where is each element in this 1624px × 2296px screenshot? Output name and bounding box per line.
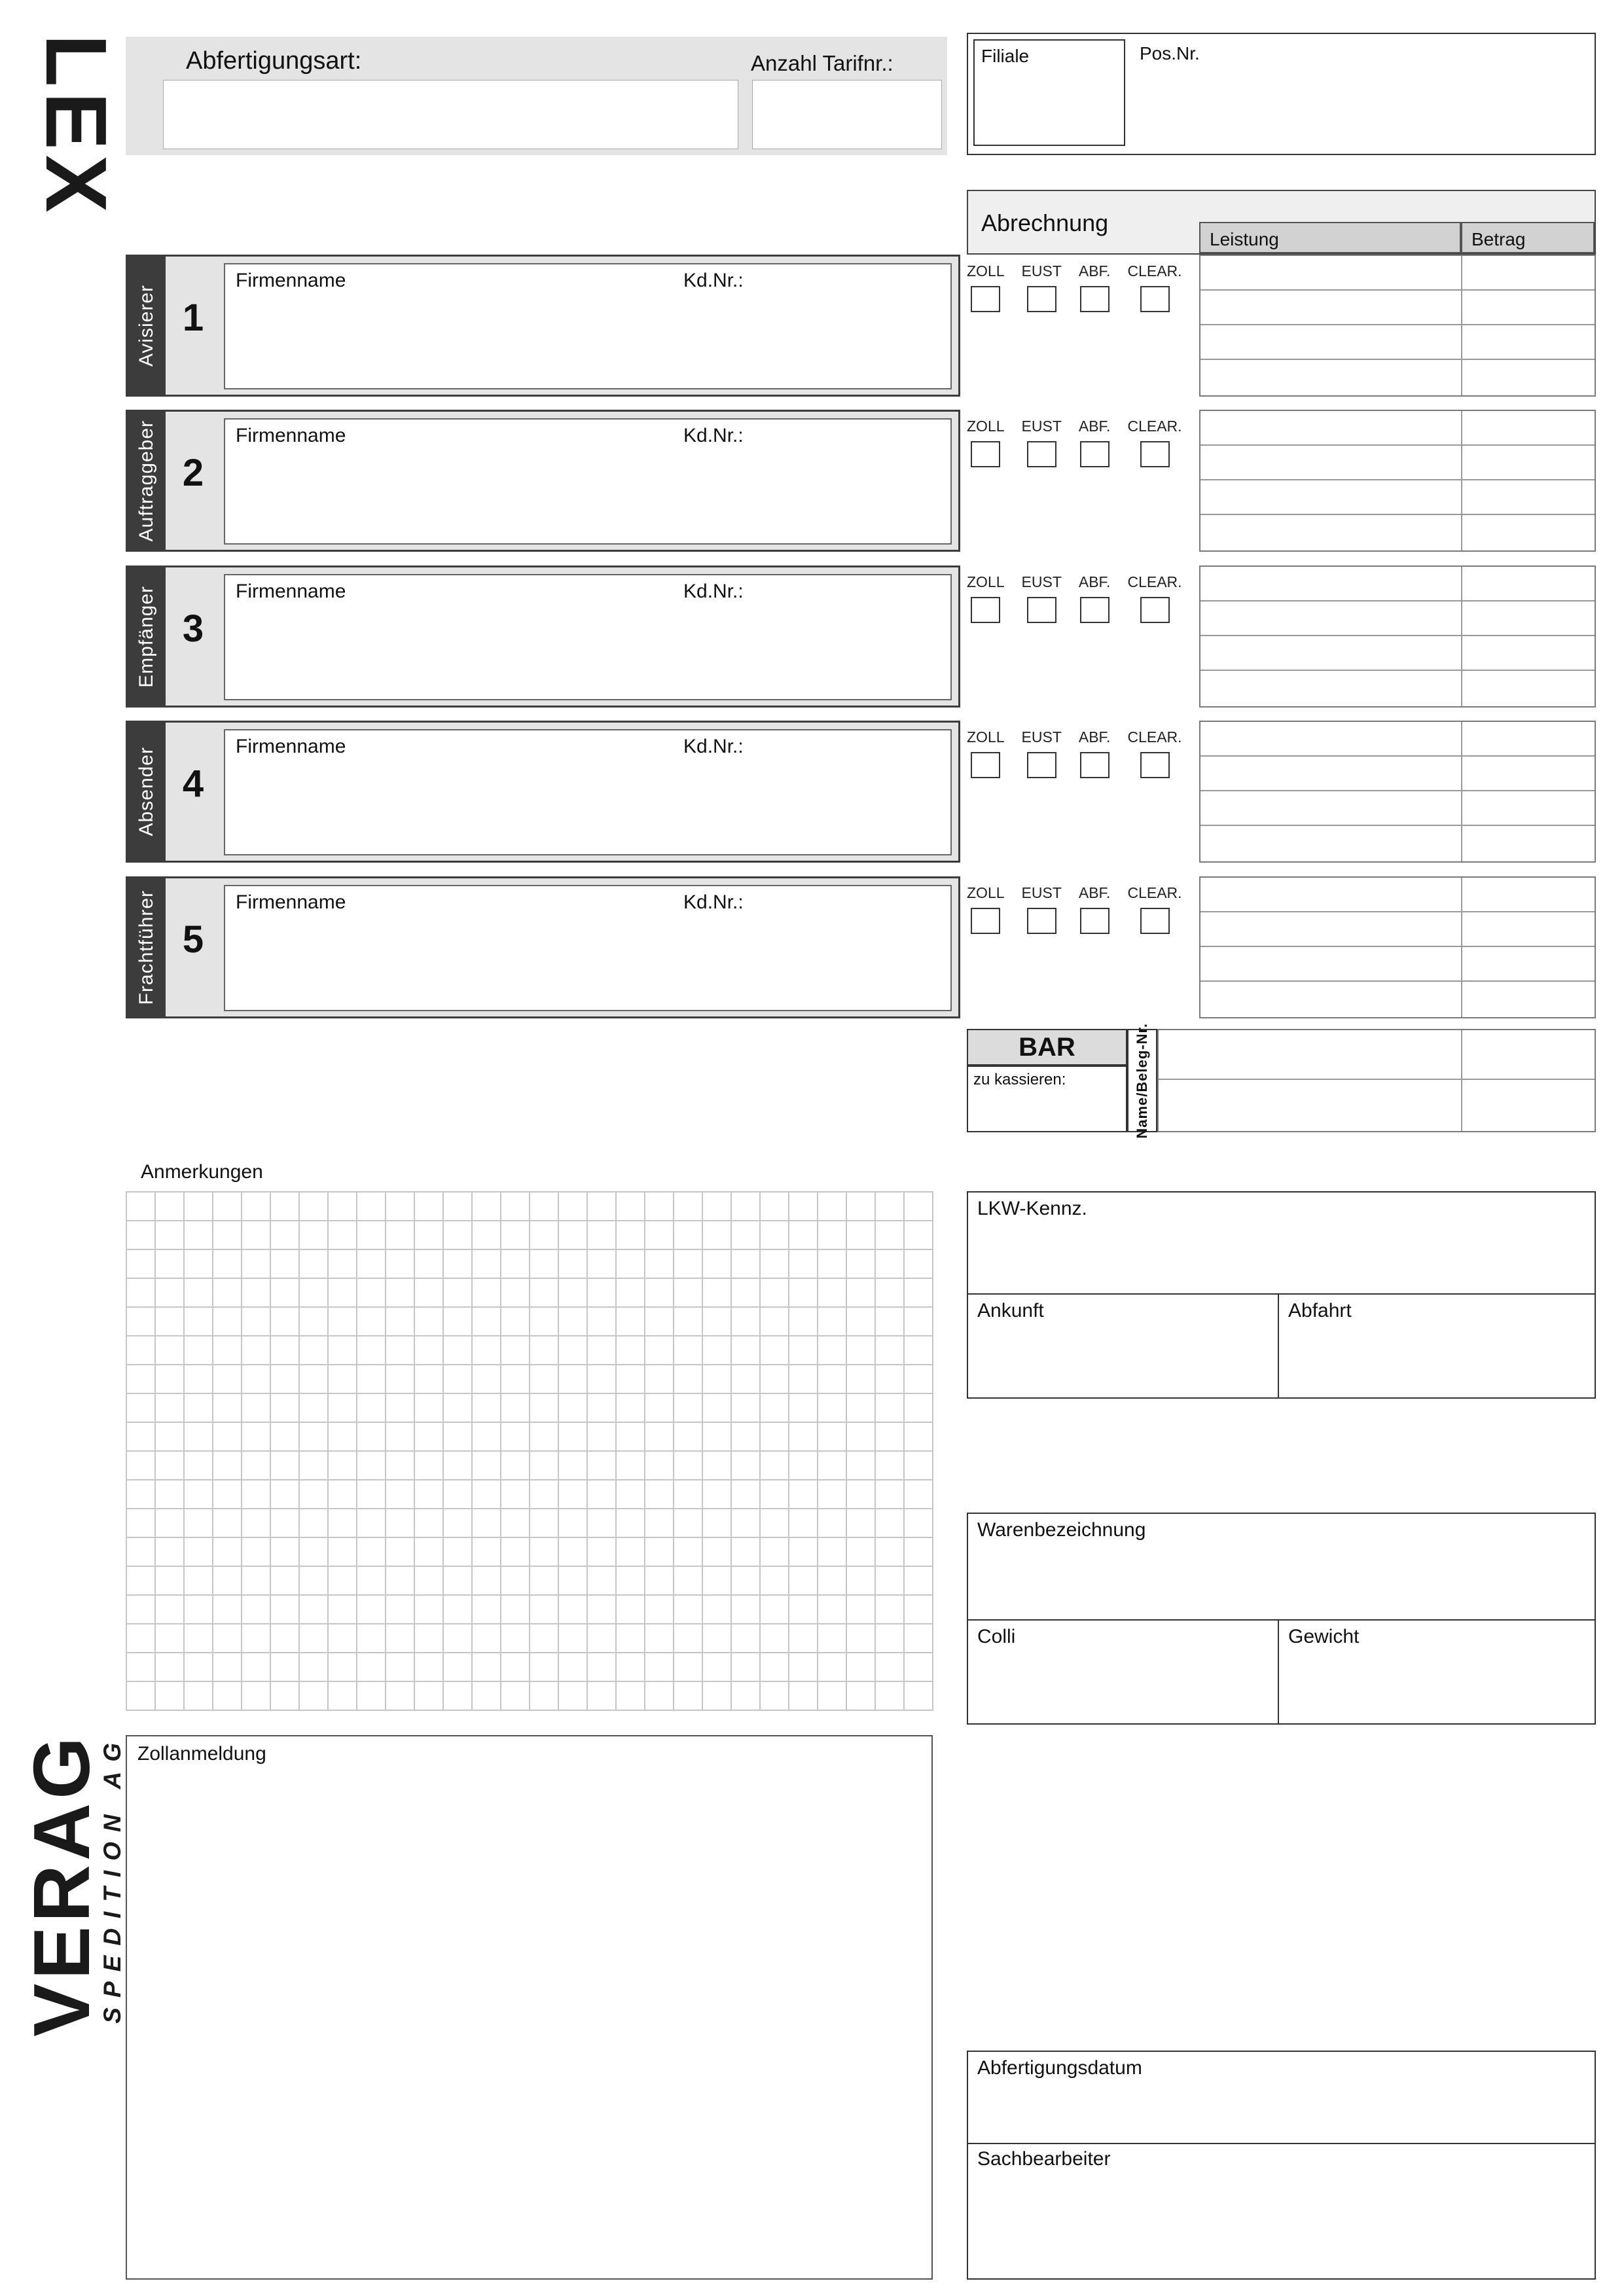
clear-checkbox-5[interactable]	[1140, 908, 1170, 934]
clear-label: CLEAR.	[1127, 418, 1182, 435]
abrechnung-row[interactable]	[1200, 601, 1595, 636]
abrechnung-row[interactable]	[1200, 256, 1595, 291]
party-number-2: 2	[182, 452, 204, 494]
zoll-label: ZOLL	[967, 728, 1005, 745]
section-frachtfuehrer	[126, 876, 1596, 1018]
firmenname-field-3[interactable]	[224, 574, 952, 700]
horizontal-divider	[968, 2143, 1595, 2144]
firmenname-label-4: Firmenname	[236, 736, 346, 757]
zoll-label: ZOLL	[967, 884, 1005, 901]
abf-label: ABF.	[1078, 262, 1111, 279]
abrechnung-row[interactable]	[1200, 947, 1595, 982]
abrechnung-header	[967, 190, 1596, 255]
firmenname-field-2[interactable]	[224, 418, 952, 545]
abfertigungsart-label: Abfertigungsart:	[186, 47, 362, 75]
abrechnung-row[interactable]	[1200, 912, 1595, 947]
bar-abrechnung-rows	[1157, 1029, 1596, 1132]
zollanmeldung-label: Zollanmeldung	[137, 1743, 266, 1765]
party-role-label-4: Absender	[135, 747, 157, 836]
colli-label: Colli	[977, 1626, 1016, 1647]
anmerkungen-grid[interactable]	[126, 1191, 933, 1711]
checkbox-group-4	[967, 728, 1182, 778]
zoll-checkbox-4[interactable]	[971, 752, 1000, 778]
kdnr-label-4: Kd.Nr.:	[683, 736, 744, 757]
section-auftraggeber	[126, 410, 1596, 552]
clear-checkbox-1[interactable]	[1140, 286, 1170, 312]
party-box-5	[126, 876, 960, 1018]
abrechnung-row[interactable]	[1200, 567, 1595, 601]
checkbox-group-1	[967, 262, 1182, 312]
party-role-strip-3	[128, 567, 166, 706]
vertical-divider	[1278, 1295, 1279, 1397]
kdnr-label-3: Kd.Nr.:	[683, 581, 744, 602]
colli-gewicht-row	[968, 1619, 1595, 1723]
firmenname-label-3: Firmenname	[236, 581, 346, 602]
checkbox-group-5	[967, 884, 1182, 934]
zoll-label: ZOLL	[967, 262, 1005, 279]
lkw-block[interactable]	[967, 1191, 1596, 1399]
zoll-label: ZOLL	[967, 418, 1005, 435]
eust-checkbox-3[interactable]	[1027, 597, 1056, 623]
name-beleg-strip[interactable]	[1127, 1022, 1157, 1139]
betrag-column-header: Betrag	[1461, 222, 1595, 253]
abrechnung-row[interactable]	[1200, 325, 1595, 360]
abrechnung-table-3	[1199, 565, 1596, 708]
party-role-label-3: Empfänger	[135, 585, 157, 688]
ankunft-abfahrt-row	[968, 1293, 1595, 1397]
eust-checkbox-4[interactable]	[1027, 752, 1056, 778]
anzahl-tarifnr-label: Anzahl Tarifnr.:	[751, 51, 893, 75]
party-number-5: 5	[182, 918, 204, 961]
clear-label: CLEAR.	[1127, 262, 1182, 279]
eust-label: EUST	[1021, 884, 1062, 901]
firmenname-label-1: Firmenname	[236, 270, 346, 291]
eust-checkbox-5[interactable]	[1027, 908, 1056, 934]
abf-checkbox-5[interactable]	[1080, 908, 1110, 934]
abrechnung-table-4	[1199, 721, 1596, 863]
eust-checkbox-1[interactable]	[1027, 286, 1056, 312]
abf-label: ABF.	[1078, 728, 1111, 745]
party-box-1	[126, 255, 960, 397]
section-absender	[126, 721, 1596, 863]
bar-title: BAR	[967, 1029, 1127, 1066]
lkw-label: LKW-Kennz.	[977, 1198, 1087, 1219]
warenbezeichnung-label: Warenbezeichnung	[977, 1519, 1146, 1541]
posnr-label: Pos.Nr.	[1140, 43, 1200, 63]
kdnr-label-2: Kd.Nr.:	[683, 425, 744, 446]
abfertigungsart-band	[126, 37, 947, 155]
zu-kassieren-label: zu kassieren:	[973, 1071, 1066, 1088]
eust-label: EUST	[1021, 573, 1062, 590]
party-role-strip-2	[128, 412, 166, 550]
abrechnung-row[interactable]	[1159, 1030, 1595, 1080]
abf-checkbox-4[interactable]	[1080, 752, 1110, 778]
anzahl-tarifnr-field[interactable]	[752, 80, 942, 149]
firmenname-field-5[interactable]	[224, 885, 952, 1011]
clear-checkbox-3[interactable]	[1140, 597, 1170, 623]
abrechnung-row[interactable]	[1200, 446, 1595, 480]
clear-label: CLEAR.	[1127, 728, 1182, 745]
abf-checkbox-1[interactable]	[1080, 286, 1110, 312]
firmenname-label-5: Firmenname	[236, 891, 346, 913]
party-role-label-2: Auftraggeber	[135, 420, 157, 542]
party-number-3: 3	[182, 607, 204, 650]
abrechnung-row[interactable]	[1200, 480, 1595, 515]
zoll-checkbox-5[interactable]	[971, 908, 1000, 934]
abfertigungsart-field[interactable]	[163, 80, 738, 149]
clear-label: CLEAR.	[1127, 884, 1182, 901]
verag-logo-text: VERAG	[17, 1733, 106, 2037]
kdnr-label-1: Kd.Nr.:	[683, 270, 744, 291]
abrechnung-row[interactable]	[1200, 878, 1595, 912]
abrechnung-row[interactable]	[1200, 291, 1595, 325]
abfahrt-label: Abfahrt	[1288, 1300, 1352, 1321]
abrechnung-table-5	[1199, 876, 1596, 1018]
party-box-3	[126, 565, 960, 708]
sachbearbeiter-label: Sachbearbeiter	[977, 2148, 1111, 2170]
abfertigung-block[interactable]	[967, 2051, 1596, 2280]
filiale-field[interactable]	[973, 39, 1125, 146]
abrechnung-table-1	[1199, 255, 1596, 397]
party-role-strip-4	[128, 723, 166, 861]
leistung-column-header: Leistung	[1199, 222, 1461, 253]
party-role-strip-5	[128, 878, 166, 1016]
vertical-divider	[1278, 1621, 1279, 1723]
section-avisierer	[126, 255, 1596, 397]
abrechnung-row[interactable]	[1200, 722, 1595, 757]
clear-label: CLEAR.	[1127, 573, 1182, 590]
zoll-checkbox-3[interactable]	[971, 597, 1000, 623]
party-role-strip-1	[128, 257, 166, 395]
anmerkungen-label: Anmerkungen	[141, 1161, 263, 1183]
abf-label: ABF.	[1078, 884, 1111, 901]
firmenname-field-4[interactable]	[224, 729, 952, 855]
eust-label: EUST	[1021, 728, 1062, 745]
abrechnung-row[interactable]	[1200, 636, 1595, 671]
abf-label: ABF.	[1078, 573, 1111, 590]
checkbox-group-2	[967, 418, 1182, 467]
section-empfaenger	[126, 565, 1596, 708]
eust-label: EUST	[1021, 262, 1062, 279]
abf-checkbox-3[interactable]	[1080, 597, 1110, 623]
verag-logo	[17, 1733, 132, 2257]
zollanmeldung-field[interactable]	[126, 1735, 933, 2280]
party-number-4: 4	[182, 762, 204, 805]
party-number-1: 1	[182, 296, 204, 339]
warenbezeichnung-block[interactable]	[967, 1513, 1596, 1725]
abf-label: ABF.	[1078, 418, 1111, 435]
abf-checkbox-2[interactable]	[1080, 441, 1110, 467]
clear-checkbox-2[interactable]	[1140, 441, 1170, 467]
abfertigungsdatum-label: Abfertigungsdatum	[977, 2057, 1142, 2079]
kdnr-label-5: Kd.Nr.:	[683, 891, 744, 913]
party-role-label-1: Avisierer	[135, 284, 157, 367]
eust-label: EUST	[1021, 418, 1062, 435]
abrechnung-row[interactable]	[1200, 791, 1595, 826]
party-box-4	[126, 721, 960, 863]
zu-kassieren-field[interactable]	[967, 1066, 1127, 1132]
filiale-posnr-block	[967, 33, 1596, 155]
abrechnung-row[interactable]	[1200, 411, 1595, 446]
zoll-label: ZOLL	[967, 573, 1005, 590]
abrechnung-table-2	[1199, 410, 1596, 552]
checkbox-group-3	[967, 573, 1182, 623]
lex-logo: LEX	[28, 34, 124, 218]
abrechnung-row[interactable]	[1200, 757, 1595, 791]
clear-checkbox-4[interactable]	[1140, 752, 1170, 778]
bar-block	[967, 1022, 1596, 1139]
zoll-checkbox-2[interactable]	[971, 441, 1000, 467]
filiale-label: Filiale	[981, 46, 1030, 66]
party-role-label-5: Frachtführer	[135, 889, 157, 1005]
verag-logo-subtitle: SPEDITION AG	[99, 1733, 126, 2024]
firmenname-label-2: Firmenname	[236, 425, 346, 446]
zoll-checkbox-1[interactable]	[971, 286, 1000, 312]
name-beleg-label: Name/Beleg-Nr.	[1134, 1022, 1150, 1139]
party-box-2	[126, 410, 960, 552]
eust-checkbox-2[interactable]	[1027, 441, 1056, 467]
gewicht-label: Gewicht	[1288, 1626, 1360, 1647]
abrechnung-title: Abrechnung	[981, 209, 1109, 236]
ankunft-label: Ankunft	[977, 1300, 1044, 1321]
firmenname-field-1[interactable]	[224, 263, 952, 389]
